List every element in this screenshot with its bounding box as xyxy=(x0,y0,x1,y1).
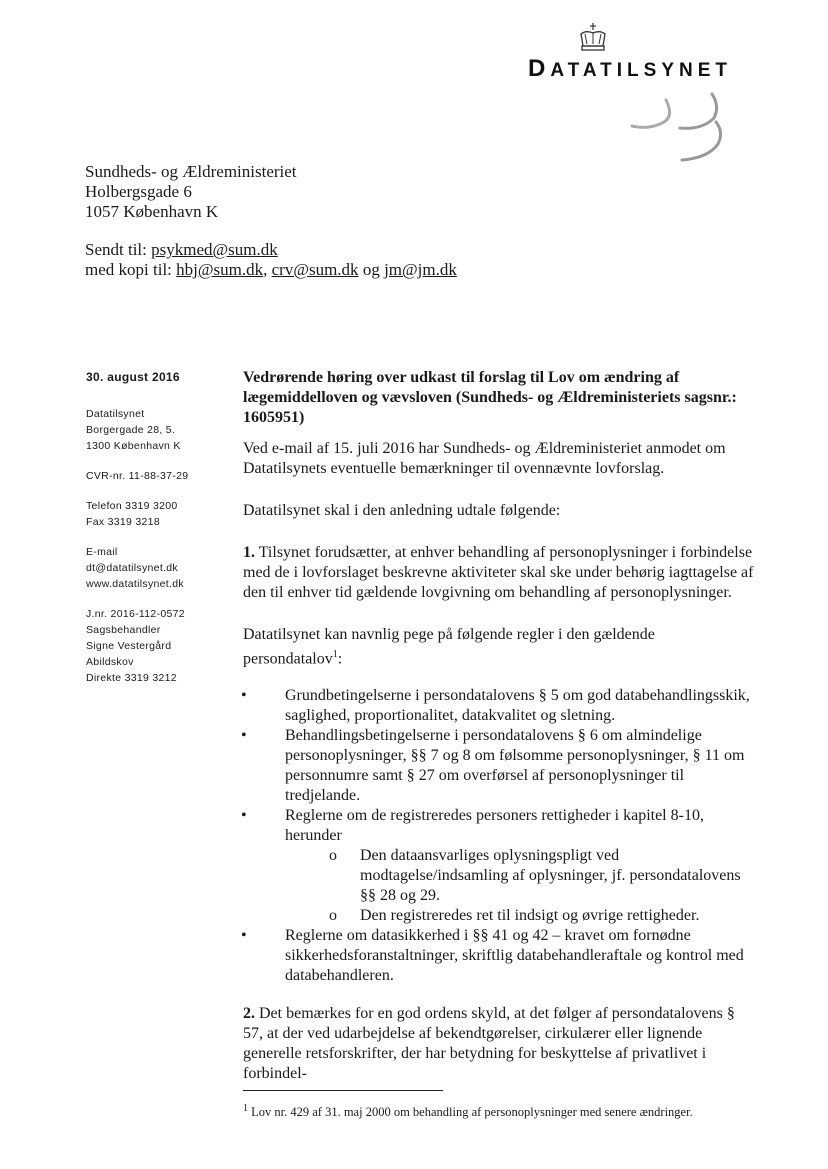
sender-fax: Fax 3319 3218 xyxy=(86,516,160,528)
cc-email-link-2[interactable]: crv@sum.dk xyxy=(271,260,359,279)
cc-label: med kopi til: xyxy=(85,260,172,279)
paragraph-1 xyxy=(243,543,758,603)
letter-subject: Vedrørende høring over udkast til forslag til Lov om ændring af lægemiddelloven og vævsloven (Sundheds- og Ældreministeriets sagsnr.: 1605951) xyxy=(243,369,737,426)
sender-city: 1300 København K xyxy=(86,440,181,452)
sender-web: www.datatilsynet.dk xyxy=(86,578,184,590)
case-handler-label: Sagsbehandler xyxy=(86,624,161,636)
sender-phone: Telefon 3319 3200 xyxy=(86,500,178,512)
sent-to-label: Sendt til: xyxy=(85,240,147,259)
handwritten-initials xyxy=(630,92,730,164)
paragraph-2-text: Det bemærkes for en god ordens skyld, at det følger af persondatalovens § 57, at der ved udarbejdelse af bekendtgørelser, cirkulærer eller lignende generelle retsforskrifter, der har betydning for beskyttelse af privatlivet i forbindel- xyxy=(243,1005,735,1083)
recipient-city: 1057 København K xyxy=(85,202,219,221)
sender-sidebar xyxy=(86,369,236,686)
sub-list-item: o Den registreredes ret til indsigt og øvrige rettigheder. xyxy=(327,906,758,926)
sender-org: Datatilsynet xyxy=(86,408,145,420)
paragraph-1-number: 1. xyxy=(243,544,255,561)
paragraph-rules-text: Datatilsynet kan navnlig pege på følgende regler i den gældende persondatalov xyxy=(243,626,655,668)
sent-to-block: Sendt til: psykmed@sum.dk med kopi til: hbj@sum.dk, crv@sum.dk og jm@jm.dk xyxy=(85,240,457,279)
rules-list xyxy=(243,686,758,986)
logo-wordmark xyxy=(528,55,732,83)
footnote-reference: 1 xyxy=(332,649,338,660)
sender-street: Borgergade 28, 5. xyxy=(86,424,176,436)
footnote-text: Lov nr. 429 af 31. maj 2000 om behandling af personoplysninger med senere ændringer. xyxy=(248,1105,693,1120)
journal-number: J.nr. 2016-112-0572 xyxy=(86,608,185,620)
cc-email-link-1[interactable]: hbj@sum.dk xyxy=(176,260,264,279)
logo-initial: D xyxy=(528,55,551,82)
sub-list-item: o Den dataansvarliges oplysningspligt ved modtagelse/indsamling af oplysninger, jf. persondatalovens §§ 28 og 29. xyxy=(327,846,758,906)
paragraph-statement: Datatilsynet skal i den anledning udtale følgende: xyxy=(243,502,561,519)
letter-body xyxy=(243,368,758,1084)
paragraph-rules-colon: : xyxy=(337,650,343,668)
cc-and: og xyxy=(362,260,380,279)
paragraph-2-number: 2. xyxy=(243,1005,255,1023)
logo-rest: ATATILSYNET xyxy=(550,60,732,81)
list-item-text: Reglerne om de registreredes personers rettigheder i kapitel 8-10, herunder xyxy=(285,807,704,845)
sender-email: dt@datatilsynet.dk xyxy=(86,562,178,574)
case-handler-direct: Direkte 3319 3212 xyxy=(86,672,177,684)
letter-date: 30. august 2016 xyxy=(86,370,180,384)
paragraph-rules xyxy=(243,625,758,669)
list-item: • Grundbetingelserne i persondatalovens § 5 om god databehandlingsskik, saglighed, proportionalitet, datakvalitet og sletning. xyxy=(243,686,758,726)
recipient-address xyxy=(85,162,297,222)
sender-email-label: E-mail xyxy=(86,546,118,558)
paragraph-2 xyxy=(243,1004,758,1084)
cc-email-link-3[interactable]: jm@jm.dk xyxy=(384,260,457,279)
sender-cvr: CVR-nr. 11-88-37-29 xyxy=(86,470,189,482)
footnote-divider xyxy=(243,1090,443,1091)
footnote xyxy=(243,1101,693,1120)
list-item: • Reglerne om datasikkerhed i §§ 41 og 42 – kravet om fornødne sikkerhedsforanstaltninger, skriftlig databehandleraftale og kontrol med databehandleren. xyxy=(243,926,758,986)
sub-list xyxy=(285,846,758,926)
sent-to-email-link[interactable]: psykmed@sum.dk xyxy=(151,240,278,259)
list-item: • Behandlingsbetingelserne i persondatalovens § 6 om almindelige personoplysninger, §§ 7 og 8 om følsomme personoplysninger, § 11 om personnumre samt § 27 om overførsel af personoplysninger til tredjelande. xyxy=(243,726,758,806)
list-item xyxy=(243,806,758,926)
case-handler-name-2: Abildskov xyxy=(86,656,134,668)
recipient-street: Holbergsgade 6 xyxy=(85,182,192,201)
paragraph-1-text: Tilsynet forudsætter, at enhver behandling af personoplysninger i forbindelse med de i lovforslaget beskrevne aktiviteter skal ske under behørig iagttagelse af den til enhver tid gældende lovgivning om behandling af personoplysninger. xyxy=(243,544,754,601)
case-handler-name: Signe Vestergård xyxy=(86,640,172,652)
recipient-name: Sundheds- og Ældreministeriet xyxy=(85,162,297,181)
footnote-mark: 1 xyxy=(243,1103,248,1114)
crown-icon xyxy=(578,22,608,54)
paragraph-intro: Ved e-mail af 15. juli 2016 har Sundheds- og Ældreministeriet anmodet om Datatilsynets eventuelle bemærkninger til ovennævnte lovforslag. xyxy=(243,440,726,477)
